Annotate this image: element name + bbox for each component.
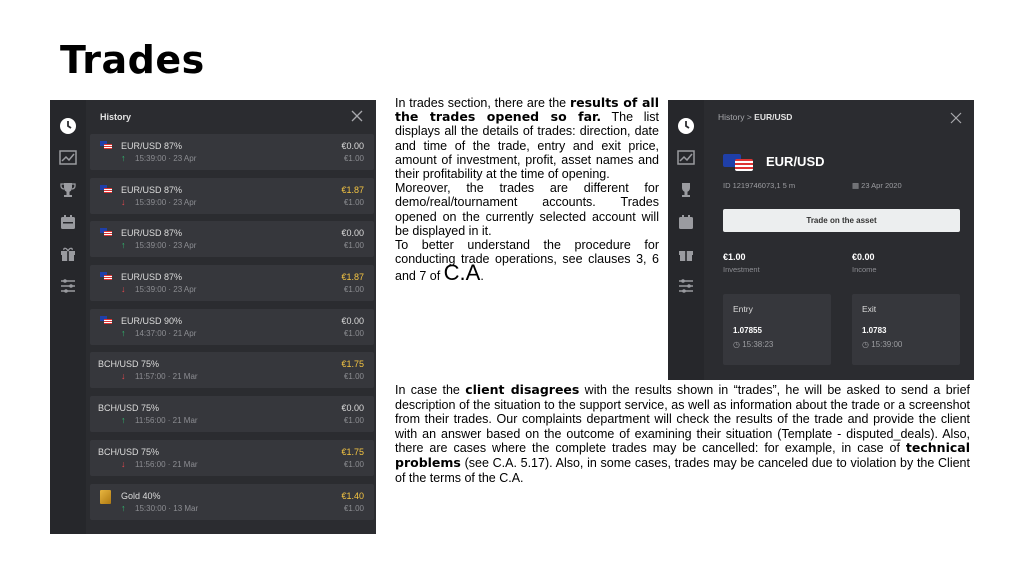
trade-time: 15:39:00 · 23 Apr	[135, 154, 197, 163]
close-icon[interactable]	[350, 109, 364, 123]
trade-profit: €1.87	[341, 272, 364, 283]
p1-bold: results of all the trades opened so far.	[395, 95, 659, 125]
trade-asset: BCH/USD 75%	[98, 446, 160, 457]
entry-box	[723, 294, 831, 365]
arrow-down-icon: ↓	[121, 196, 126, 207]
p1-details: The list displays all the details of trades: direction, date and time of the trade, entry and exit price, amount of investment, profit, asset names and their profitability at the time of opening.	[395, 110, 659, 182]
trade-row[interactable]	[90, 396, 374, 432]
p1-ca: C.A	[443, 260, 481, 286]
detail-side-nav	[668, 100, 704, 380]
trade-asset: Gold 40%	[121, 490, 161, 501]
disputes-description	[395, 383, 970, 485]
trade-row[interactable]	[90, 309, 374, 345]
eu-us-flag-icon	[100, 272, 112, 280]
p2-end: (see C.A. 5.17). Also, in some cases, trades may be canceled due to violation by the Client of the terms of the C.A.	[395, 455, 970, 485]
trade-time: 11:57:00 · 21 Mar	[135, 372, 198, 382]
trade-stake: €1.00	[343, 328, 364, 338]
gift-icon[interactable]	[58, 244, 78, 264]
chart-icon[interactable]	[676, 148, 696, 168]
calendar-icon[interactable]	[676, 212, 696, 232]
trade-time: 15:39:00 · 23 Apr	[135, 197, 197, 207]
arrow-down-icon: ↓	[121, 284, 126, 295]
trade-stake: €1.00	[343, 459, 364, 469]
trade-time: 11:56:00 · 21 Mar	[135, 416, 198, 426]
investment-value: €1.00	[723, 252, 746, 262]
trade-profit: €1.75	[341, 359, 364, 370]
trade-profit: €1.75	[341, 446, 364, 457]
entry-price: 1.07855	[733, 326, 762, 335]
trade-on-asset-button[interactable]: Trade on the asset	[723, 209, 960, 232]
arrow-up-icon: ↑	[121, 327, 126, 338]
trade-row[interactable]	[90, 484, 374, 520]
clock-icon[interactable]	[676, 116, 696, 136]
trade-profit: €1.40	[341, 490, 364, 501]
clock-icon: ◷	[733, 340, 743, 349]
eu-us-flag-icon	[100, 185, 112, 193]
trade-stake: €1.00	[343, 241, 364, 251]
trade-profit: €0.00	[341, 141, 364, 151]
trade-row[interactable]	[90, 134, 374, 170]
trade-row[interactable]	[90, 221, 374, 257]
trade-time: 15:39:00 · 23 Apr	[135, 285, 197, 295]
trade-asset: BCH/USD 75%	[98, 359, 160, 370]
exit-title: Exit	[862, 304, 877, 314]
trade-row[interactable]	[90, 352, 374, 388]
slide-title: Trades	[60, 38, 205, 82]
trade-date-value: 23 Apr 2020	[861, 181, 902, 190]
entry-time	[733, 340, 773, 349]
clock-icon[interactable]	[58, 116, 78, 136]
settings-sliders-icon[interactable]	[58, 276, 78, 296]
trade-stake: €1.00	[343, 372, 364, 382]
gift-icon[interactable]	[676, 244, 696, 264]
eu-us-flag-icon	[100, 316, 112, 324]
trade-time: 15:39:00 · 23 Apr	[135, 241, 197, 251]
trade-stake: €1.00	[343, 197, 364, 207]
trade-id: ID 1219746073,1 5 m	[723, 181, 796, 190]
trophy-icon[interactable]	[676, 180, 696, 200]
trade-profit: €0.00	[341, 228, 364, 239]
trade-profit: €0.00	[341, 403, 364, 414]
entry-time-value: 15:38:23	[742, 340, 774, 349]
arrow-up-icon: ↑	[121, 153, 126, 163]
history-panel	[50, 100, 376, 534]
trade-row[interactable]	[90, 178, 374, 214]
trade-profit: €0.00	[341, 315, 364, 326]
history-header	[90, 100, 376, 132]
trades-description	[395, 96, 659, 284]
gold-bars-icon	[100, 490, 111, 504]
history-title: History	[100, 112, 132, 122]
p2-bold-technical: technical problems	[395, 440, 970, 470]
trade-time: 14:37:00 · 21 Apr	[135, 328, 197, 338]
breadcrumb-root[interactable]: History	[718, 112, 745, 122]
p1-intro: In trades section, there are the	[395, 96, 570, 110]
investment-label: Investment	[723, 265, 760, 274]
trade-asset: EUR/USD 87%	[121, 272, 183, 283]
entry-title: Entry	[733, 304, 753, 314]
arrow-up-icon: ↑	[121, 415, 126, 426]
trade-date	[852, 181, 902, 190]
trade-asset: EUR/USD 90%	[121, 315, 183, 326]
trade-stake: €1.00	[343, 285, 364, 295]
exit-time	[862, 340, 902, 349]
settings-sliders-icon[interactable]	[676, 276, 696, 296]
trade-asset: BCH/USD 75%	[98, 403, 160, 414]
calendar-icon: ▦	[852, 181, 862, 190]
arrow-down-icon: ↓	[121, 371, 126, 382]
currency-pair-flags-icon	[723, 154, 753, 172]
trade-time: 15:30:00 · 13 Mar	[135, 503, 199, 513]
trade-profit: €1.87	[341, 184, 364, 195]
exit-price: 1.0783	[862, 326, 887, 335]
eu-us-flag-icon	[100, 228, 112, 236]
p1-procedure: To better understand the procedure for conducting trade operations, see clauses 3, 6 and 7 of	[395, 238, 659, 284]
p2-bold-client: client disagrees	[465, 382, 580, 397]
calendar-icon[interactable]	[58, 212, 78, 232]
close-icon[interactable]	[950, 111, 962, 123]
trade-asset: EUR/USD 87%	[121, 184, 183, 195]
p1-accounts: Moreover, the trades are different for demo/real/tournament accounts. Trades opened on the currently selected account will be displayed in it.	[395, 181, 659, 238]
breadcrumb-current: EUR/USD	[754, 112, 793, 122]
p2-body: with the results shown in “trades”, he will be asked to send a brief description of the situation to the support service, as well as information about the trade or a screenshot from their trades. Our complaints department will check the results of the trade and provide the client with an answer based on the outcome of examining their situation (Template - disputed_deals). Also, there are cases where the complete trades may be cancelled: for example, in case of	[395, 383, 971, 456]
clock-icon: ◷	[862, 340, 872, 349]
trade-asset: EUR/USD 87%	[121, 141, 183, 151]
trade-asset: EUR/USD 87%	[121, 228, 183, 239]
income-value: €0.00	[852, 252, 875, 262]
trade-row[interactable]	[90, 440, 374, 476]
exit-time-value: 15:39:00	[871, 340, 903, 349]
p2-intro: In case the	[395, 383, 466, 397]
trade-time: 11:56:00 · 21 Mar	[135, 459, 198, 469]
trade-detail-panel	[668, 100, 974, 380]
arrow-up-icon: ↑	[121, 502, 126, 513]
arrow-down-icon: ↓	[121, 458, 126, 469]
trade-row[interactable]	[90, 265, 374, 301]
breadcrumb	[718, 112, 792, 122]
trade-stake: €1.00	[343, 416, 364, 426]
pair-name: EUR/USD	[766, 154, 825, 169]
trade-list	[90, 134, 374, 527]
trophy-icon[interactable]	[58, 180, 78, 200]
trade-stake: €1.00	[343, 154, 364, 163]
income-label: Income	[852, 265, 877, 274]
breadcrumb-separator: >	[746, 112, 752, 122]
side-nav	[50, 100, 86, 534]
eu-us-flag-icon	[100, 141, 112, 149]
arrow-up-icon: ↑	[121, 240, 126, 251]
chart-icon[interactable]	[58, 148, 78, 168]
exit-box	[852, 294, 960, 365]
p1-end: .	[480, 269, 484, 284]
trade-stake: €1.00	[343, 503, 364, 513]
